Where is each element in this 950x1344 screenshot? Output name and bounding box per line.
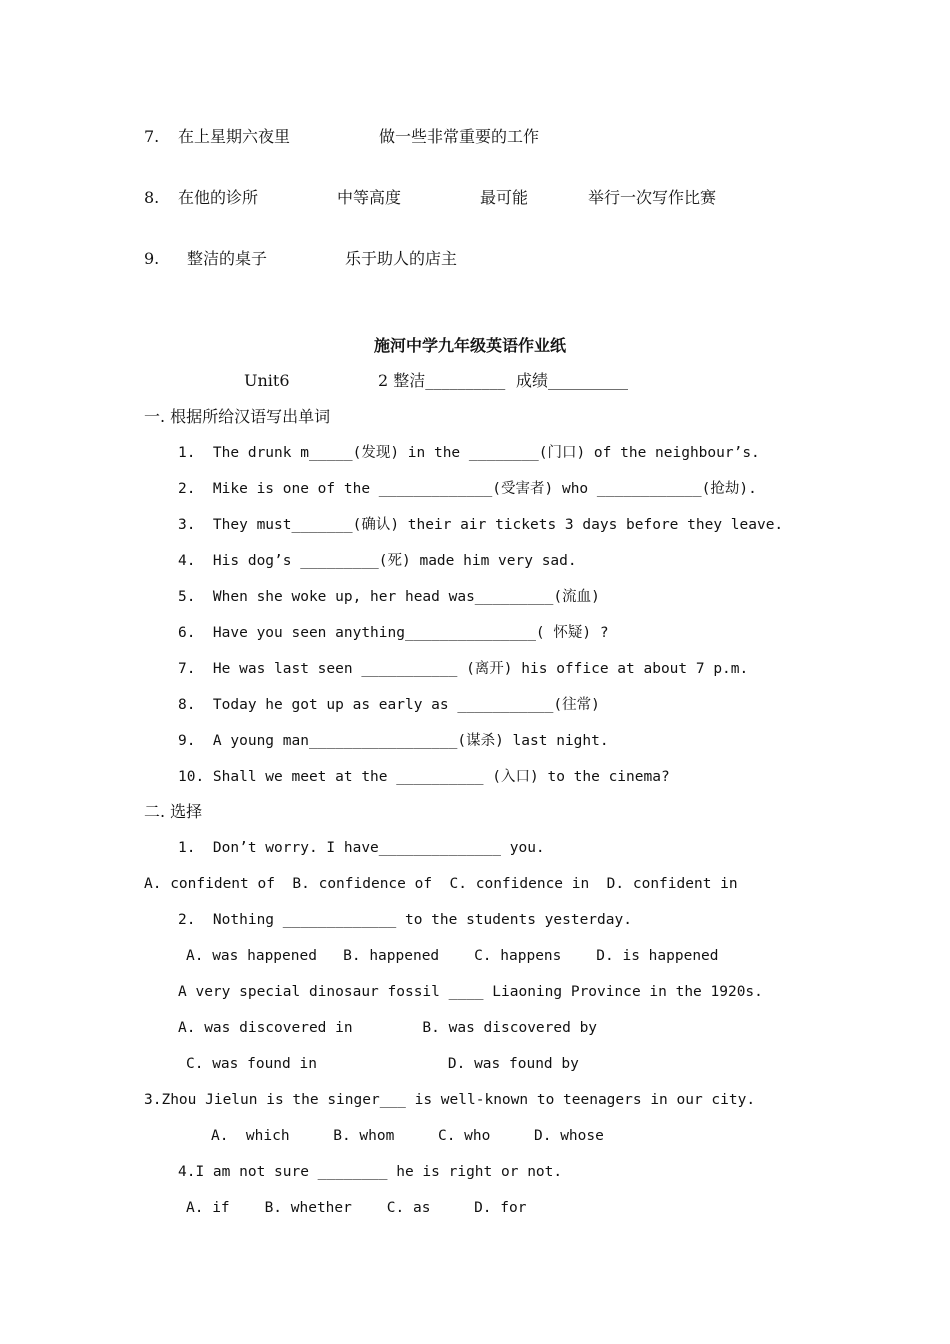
- question-1-stem: 1. Don’t worry. I have______________ you.: [178, 840, 545, 856]
- phrase-row-7-item-1: 在上星期六夜里: [178, 127, 291, 146]
- section-1-item-2: 2. Mike is one of the _____________(受害者) who ____________(抢劫).: [178, 481, 757, 497]
- phrase-row-8-item-1: 在他的诊所: [178, 188, 259, 207]
- section-1-item-10: 10. Shall we meet at the __________ (入口) to the cinema?: [178, 769, 670, 785]
- section-1-item-7: 7. He was last seen ___________ (离开) his office at about 7 p.m.: [178, 661, 749, 677]
- section-1-item-6: 6. Have you seen anything_______________( 怀疑) ?: [178, 625, 609, 641]
- worksheet-title: 施河中学九年级英语作业纸: [374, 336, 567, 355]
- phrase-row-9-number: 9.: [144, 249, 160, 268]
- phrase-row-8-item-3: 最可能: [480, 188, 529, 207]
- question-4-options: A. if B. whether C. as D. for: [186, 1200, 527, 1216]
- phrase-row-9-item-1: 整洁的桌子: [187, 249, 268, 268]
- phrase-row-8-number: 8.: [144, 188, 160, 207]
- question-3-stem: 3.Zhou Jielun is the singer___ is well-known to teenagers in our city.: [144, 1092, 756, 1108]
- section-2-heading: 二. 选择: [144, 802, 203, 821]
- section-1-item-9: 9. A young man_________________(谋杀) last night.: [178, 733, 609, 749]
- section-1-item-8: 8. Today he got up as early as ___________(往常): [178, 697, 600, 713]
- phrase-row-8-item-2: 中等高度: [337, 188, 402, 207]
- section-1-item-1: 1. The drunk m_____(发现) in the ________(门口) of the neighbour’s.: [178, 445, 760, 461]
- section-1-heading: 一. 根据所给汉语写出单词: [144, 407, 331, 426]
- section-1-item-5: 5. When she woke up, her head was_________(流血): [178, 589, 600, 605]
- unit-label: Unit6: [244, 371, 290, 390]
- phrase-row-7-item-2: 做一些非常重要的工作: [379, 127, 540, 146]
- question-3-options: A. which B. whom C. who D. whose: [211, 1128, 604, 1144]
- phrase-row-8-item-4: 举行一次写作比赛: [588, 188, 717, 207]
- question-fossil-options-ab: A. was discovered in B. was discovered by: [178, 1020, 598, 1036]
- section-1-item-3: 3. They must_______(确认) their air tickets 3 days before they leave.: [178, 517, 784, 533]
- phrase-row-7-number: 7.: [144, 127, 160, 146]
- phrase-row-9-item-2: 乐于助人的店主: [345, 249, 458, 268]
- question-2-stem: 2. Nothing _____________ to the students yesterday.: [178, 912, 632, 928]
- section-1-item-4: 4. His dog’s _________(死) made him very sad.: [178, 553, 577, 569]
- question-fossil-stem: A very special dinosaur fossil ____ Liaoning Province in the 1920s.: [178, 984, 763, 1000]
- cleanliness-field: 2 整洁__________: [378, 371, 506, 390]
- score-field: 成绩__________: [516, 371, 629, 390]
- question-2-options: A. was happened B. happened C. happens D. is happened: [186, 948, 719, 964]
- question-4-stem: 4.I am not sure ________ he is right or not.: [178, 1164, 563, 1180]
- question-fossil-options-cd: C. was found in D. was found by: [186, 1056, 579, 1072]
- question-1-options: A. confident of B. confidence of C. confidence in D. confident in: [144, 876, 738, 892]
